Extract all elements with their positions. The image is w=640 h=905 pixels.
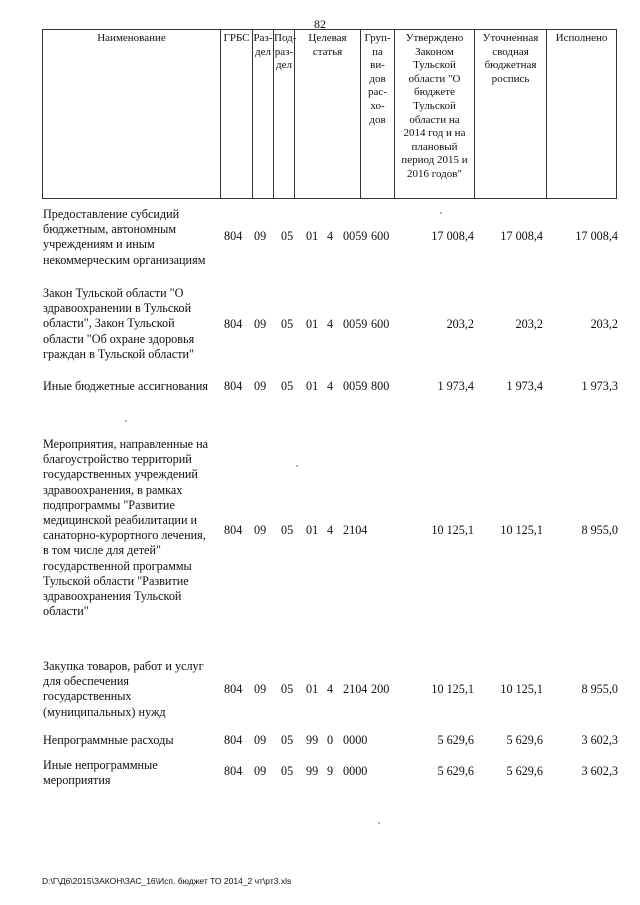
column-header-target: Целевая статья [295,30,361,198]
cell-target-2: 4 [327,682,334,696]
cell-target-3: 2104 [343,682,368,696]
row-name: Закупка товаров, работ и услуг для обеспечения государственных (муниципальных) нужд [43,659,204,719]
cell-refined: 10 125,1 [500,523,543,537]
column-header-razdel: Раз- дел [253,30,274,198]
cell-grbs: 804 [224,229,243,243]
cell-target-2: 9 [327,764,334,778]
cell-razdel: 09 [254,764,267,778]
column-header-executed: Исполнено [555,32,608,44]
cell-executed: 8 955,0 [581,523,618,537]
cell-target-2: 4 [327,229,334,243]
column-header-refined: Уточненная сводная бюджетная роспись [475,30,547,198]
cell-target-2: 0 [327,733,334,747]
row-name: Закон Тульской области "О здравоохранении в Тульской области", Закон Тульской области "Об охране здоровья граждан в Тульской области" [43,286,195,361]
cell-executed: 203,2 [590,317,618,331]
cell-grbs: 804 [224,317,243,331]
cell-group: 800 [371,379,390,393]
cell-refined: 203,2 [515,317,543,331]
cell-executed: 17 008,4 [575,229,618,243]
cell-refined: 5 629,6 [506,764,543,778]
cell-podrazdel: 05 [281,764,294,778]
row-name: Иные бюджетные ассигнования [43,379,209,393]
cell-razdel: 09 [254,379,267,393]
cell-group: 200 [371,682,390,696]
cell-podrazdel: 05 [281,317,294,331]
cell-target-1: 99 [306,733,319,747]
cell-grbs: 804 [224,682,243,696]
cell-approved: 5 629,6 [437,764,474,778]
cell-target-3: 0059 [343,317,368,331]
cell-executed: 1 973,3 [581,379,618,393]
column-header-podrazdel: Под- раз- дел [274,30,295,198]
table-header [42,29,617,199]
cell-grbs: 804 [224,379,243,393]
cell-group: 600 [371,317,390,331]
cell-target-3: 0059 [343,229,368,243]
cell-razdel: 09 [254,317,267,331]
cell-target-2: 4 [327,317,334,331]
cell-approved: 10 125,1 [431,682,474,696]
cell-podrazdel: 05 [281,682,294,696]
cell-razdel: 09 [254,733,267,747]
column-header-name: Наименование [43,30,221,198]
cell-refined: 10 125,1 [500,682,543,696]
cell-target-1: 99 [306,764,319,778]
cell-approved: 1 973,4 [437,379,474,393]
cell-podrazdel: 05 [281,523,294,537]
cell-grbs: 804 [224,733,243,747]
cell-target-3: 0000 [343,733,368,747]
scan-speck [378,822,380,824]
cell-executed: 3 602,3 [581,764,618,778]
cell-target-1: 01 [306,682,319,696]
column-header-approved: Утверждено Законом Тульской области "О бюджете Тульской области на 2014 год и на плановый период 2015 и 2016 годов" [395,30,475,198]
cell-podrazdel: 05 [281,733,294,747]
scan-speck [296,465,298,467]
cell-target-1: 01 [306,317,319,331]
cell-target-3: 2104 [343,523,368,537]
cell-target-2: 4 [327,523,334,537]
cell-executed: 3 602,3 [581,733,618,747]
cell-executed: 8 955,0 [581,682,618,696]
page-number: 82 [314,17,326,31]
cell-target-1: 01 [306,379,319,393]
scan-speck [440,212,442,214]
cell-refined: 17 008,4 [500,229,543,243]
column-header-grbs: ГРБС [221,30,253,198]
row-name: Предоставление субсидий бюджетным, автономным учреждениям и иным некоммерческим организациям [43,207,206,267]
cell-podrazdel: 05 [281,229,294,243]
cell-grbs: 804 [224,764,243,778]
row-name: Иные непрограммные мероприятия [43,758,158,788]
cell-target-1: 01 [306,523,319,537]
cell-refined: 5 629,6 [506,733,543,747]
cell-target-3: 0000 [343,764,368,778]
cell-razdel: 09 [254,229,267,243]
column-header-group: Груп- па ви- дов рас- хо- дов [361,30,395,198]
cell-grbs: 804 [224,523,243,537]
cell-approved: 17 008,4 [431,229,474,243]
cell-approved: 10 125,1 [431,523,474,537]
cell-target-3: 0059 [343,379,368,393]
cell-group: 600 [371,229,390,243]
footer-file-path: D:\Г\Д6\2015\ЗАКОН\ЗАС_16\Исп. бюджет ТО 2014_2 чт\рт3.xls [42,876,292,886]
cell-razdel: 09 [254,523,267,537]
scan-speck [125,420,127,422]
cell-refined: 1 973,4 [506,379,543,393]
cell-approved: 203,2 [446,317,474,331]
cell-target-1: 01 [306,229,319,243]
cell-podrazdel: 05 [281,379,294,393]
cell-razdel: 09 [254,682,267,696]
cell-approved: 5 629,6 [437,733,474,747]
cell-target-2: 4 [327,379,334,393]
row-name: Непрограммные расходы [43,733,174,747]
row-name: Мероприятия, направленные на благоустройство территорий государственных учреждений здравоохранения, в рамках подпрограммы "Развитие медицинской реабилитации и санаторно-курортного лечения, в том числе для детей" государственной программы Тульской области "Развитие здравоохранения Тульской области" [43,437,209,619]
